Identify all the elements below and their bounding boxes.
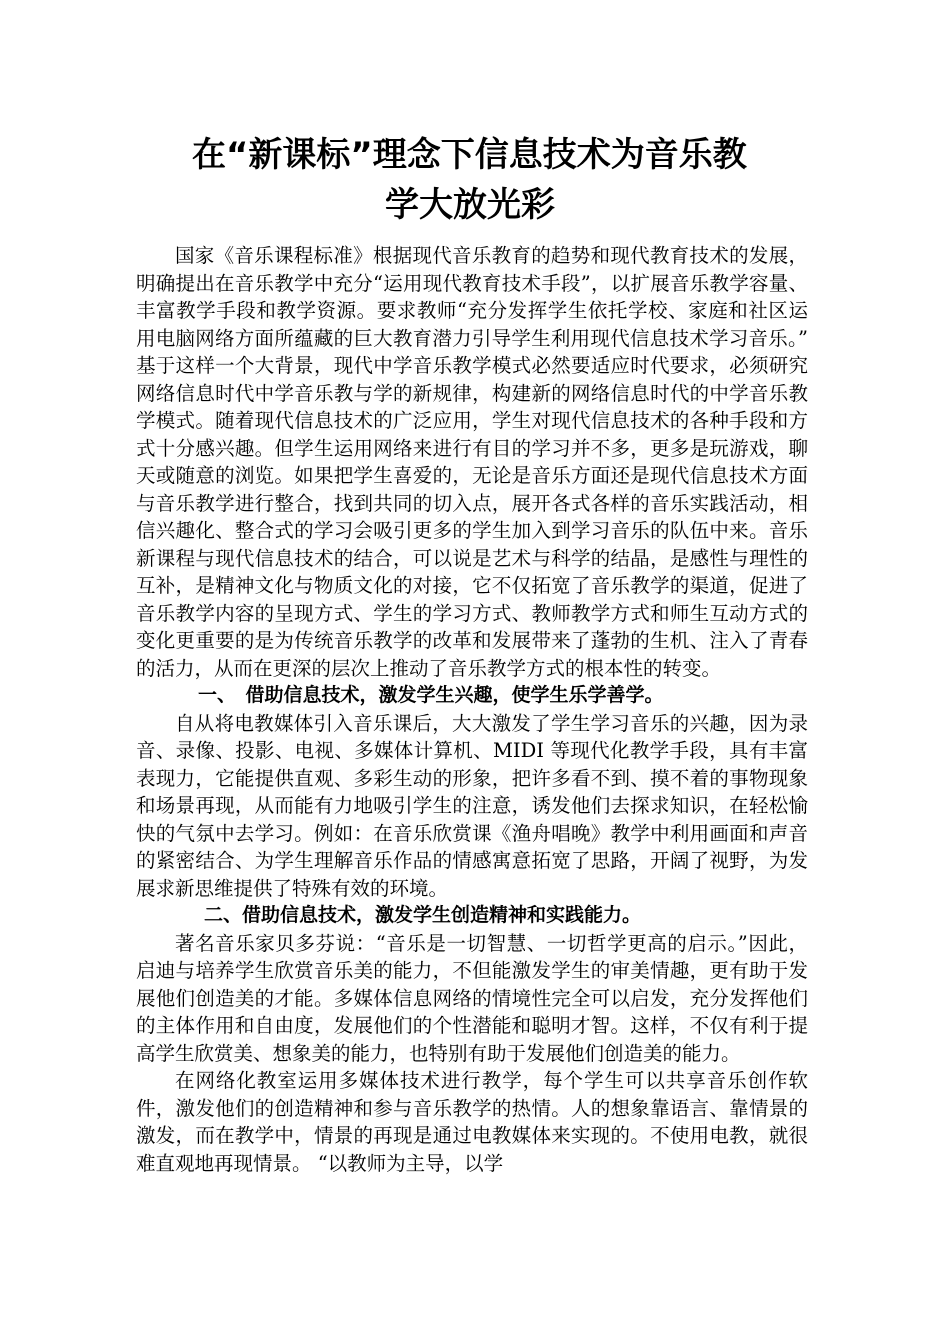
paragraph-section-2b: 在网络化教室运用多媒体技术进行教学，每个学生可以共享音乐创作软件，激发他们的创造精神和参与音乐教学的热情。人的想象靠语言、靠情景的激发，而在教学中，情景的再现是通过电教媒体来实现的。不使用电教，就很难直观地再现情景。 “以教师为主导，以学 (136, 1069, 808, 1175)
paragraph-section-2a: 著名音乐家贝多芬说：“音乐是一切智慧、一切哲学更高的启示。”因此，启迪与培养学生欣赏音乐美的能力，不但能激发学生的审美情趣，更有助于发展他们创造美的才能。多媒体信息网络的情境性完全可以启发，充分发挥他们的主体作用和自由度，发展他们的个性潜能和聪明才智。这样，不仅有利于提高学生欣赏美、想象美的能力，也特别有助于发展他们创造美的能力。 (136, 931, 808, 1065)
document-body (136, 242, 808, 1177)
paragraph-intro: 国家《音乐课程标准》根据现代音乐教育的趋势和现代教育技术的发展，明确提出在音乐教学中充分“运用现代教育技术手段”，以扩展音乐教学容量、丰富教学手段和教学资源。要求教师“充分发挥学生依托学校、家庭和社区运用电脑网络方面所蕴藏的巨大教育潜力引导学生利用现代信息技术学习音乐。” 基于这样一个大背景，现代中学音乐教学模式必然要适应时代要求，必须研究网络信息时代中学音乐教与学的新规律，构建新的网络信息时代的中学音乐教学模式。随着现代信息技术的广泛应用，学生对现代信息技术的各种手段和方式十分感兴趣。但学生运用网络来进行有目的学习并不多，更多是玩游戏，聊天或随意的浏览。如果把学生喜爱的，无论是音乐方面还是现代信息技术方面与音乐教学进行整合，找到共同的切入点，展开各式各样的音乐实践活动，相信兴趣化、整合式的学习会吸引更多的学生加入到学习音乐的队伍中来。音乐新课程与现代信息技术的结合，可以说是艺术与科学的结晶，是感性与理性的互补，是精神文化与物质文化的对接，它不仅拓宽了音乐教学的渠道，促进了音乐教学内容的呈现方式、学生的学习方式、教师教学方式和师生互动方式的变化更重要的是为传统音乐教学的改革和发展带来了蓬勃的生机、注入了青春的活力，从而在更深的层次上推动了音乐教学方式的根本性的转变。 (136, 244, 808, 680)
section-heading-2: 二、借助信息技术，激发学生创造精神和实践能力。 (204, 904, 642, 926)
document-title-line-1: 在“新课标”理念下信息技术为音乐教 (192, 135, 747, 175)
document-title-line-2: 学大放光彩 (385, 185, 555, 225)
section-heading-1: 一、 借助信息技术，激发学生兴趣，使学生乐学善学。 (198, 684, 664, 706)
paragraph-section-1: 自从将电教媒体引入音乐课后，大大激发了学生学习音乐的兴趣，因为录音、录像、投影、电视、多媒体计算机、MIDI 等现代化教学手段，具有丰富表现力，它能提供直观、多彩生动的形象，把许多看不到、摸不着的事物现象和场景再现，从而能有力地吸引学生的注意，诱发他们去探求知识，在轻松愉快的气氛中去学习。例如：在音乐欣赏课《渔舟唱晚》教学中利用画面和声音的紧密结合、为学生理解音乐作品的情感寓意拓宽了思路，开阔了视野，为发展求新思维提供了特殊有效的环境。 (136, 711, 808, 900)
